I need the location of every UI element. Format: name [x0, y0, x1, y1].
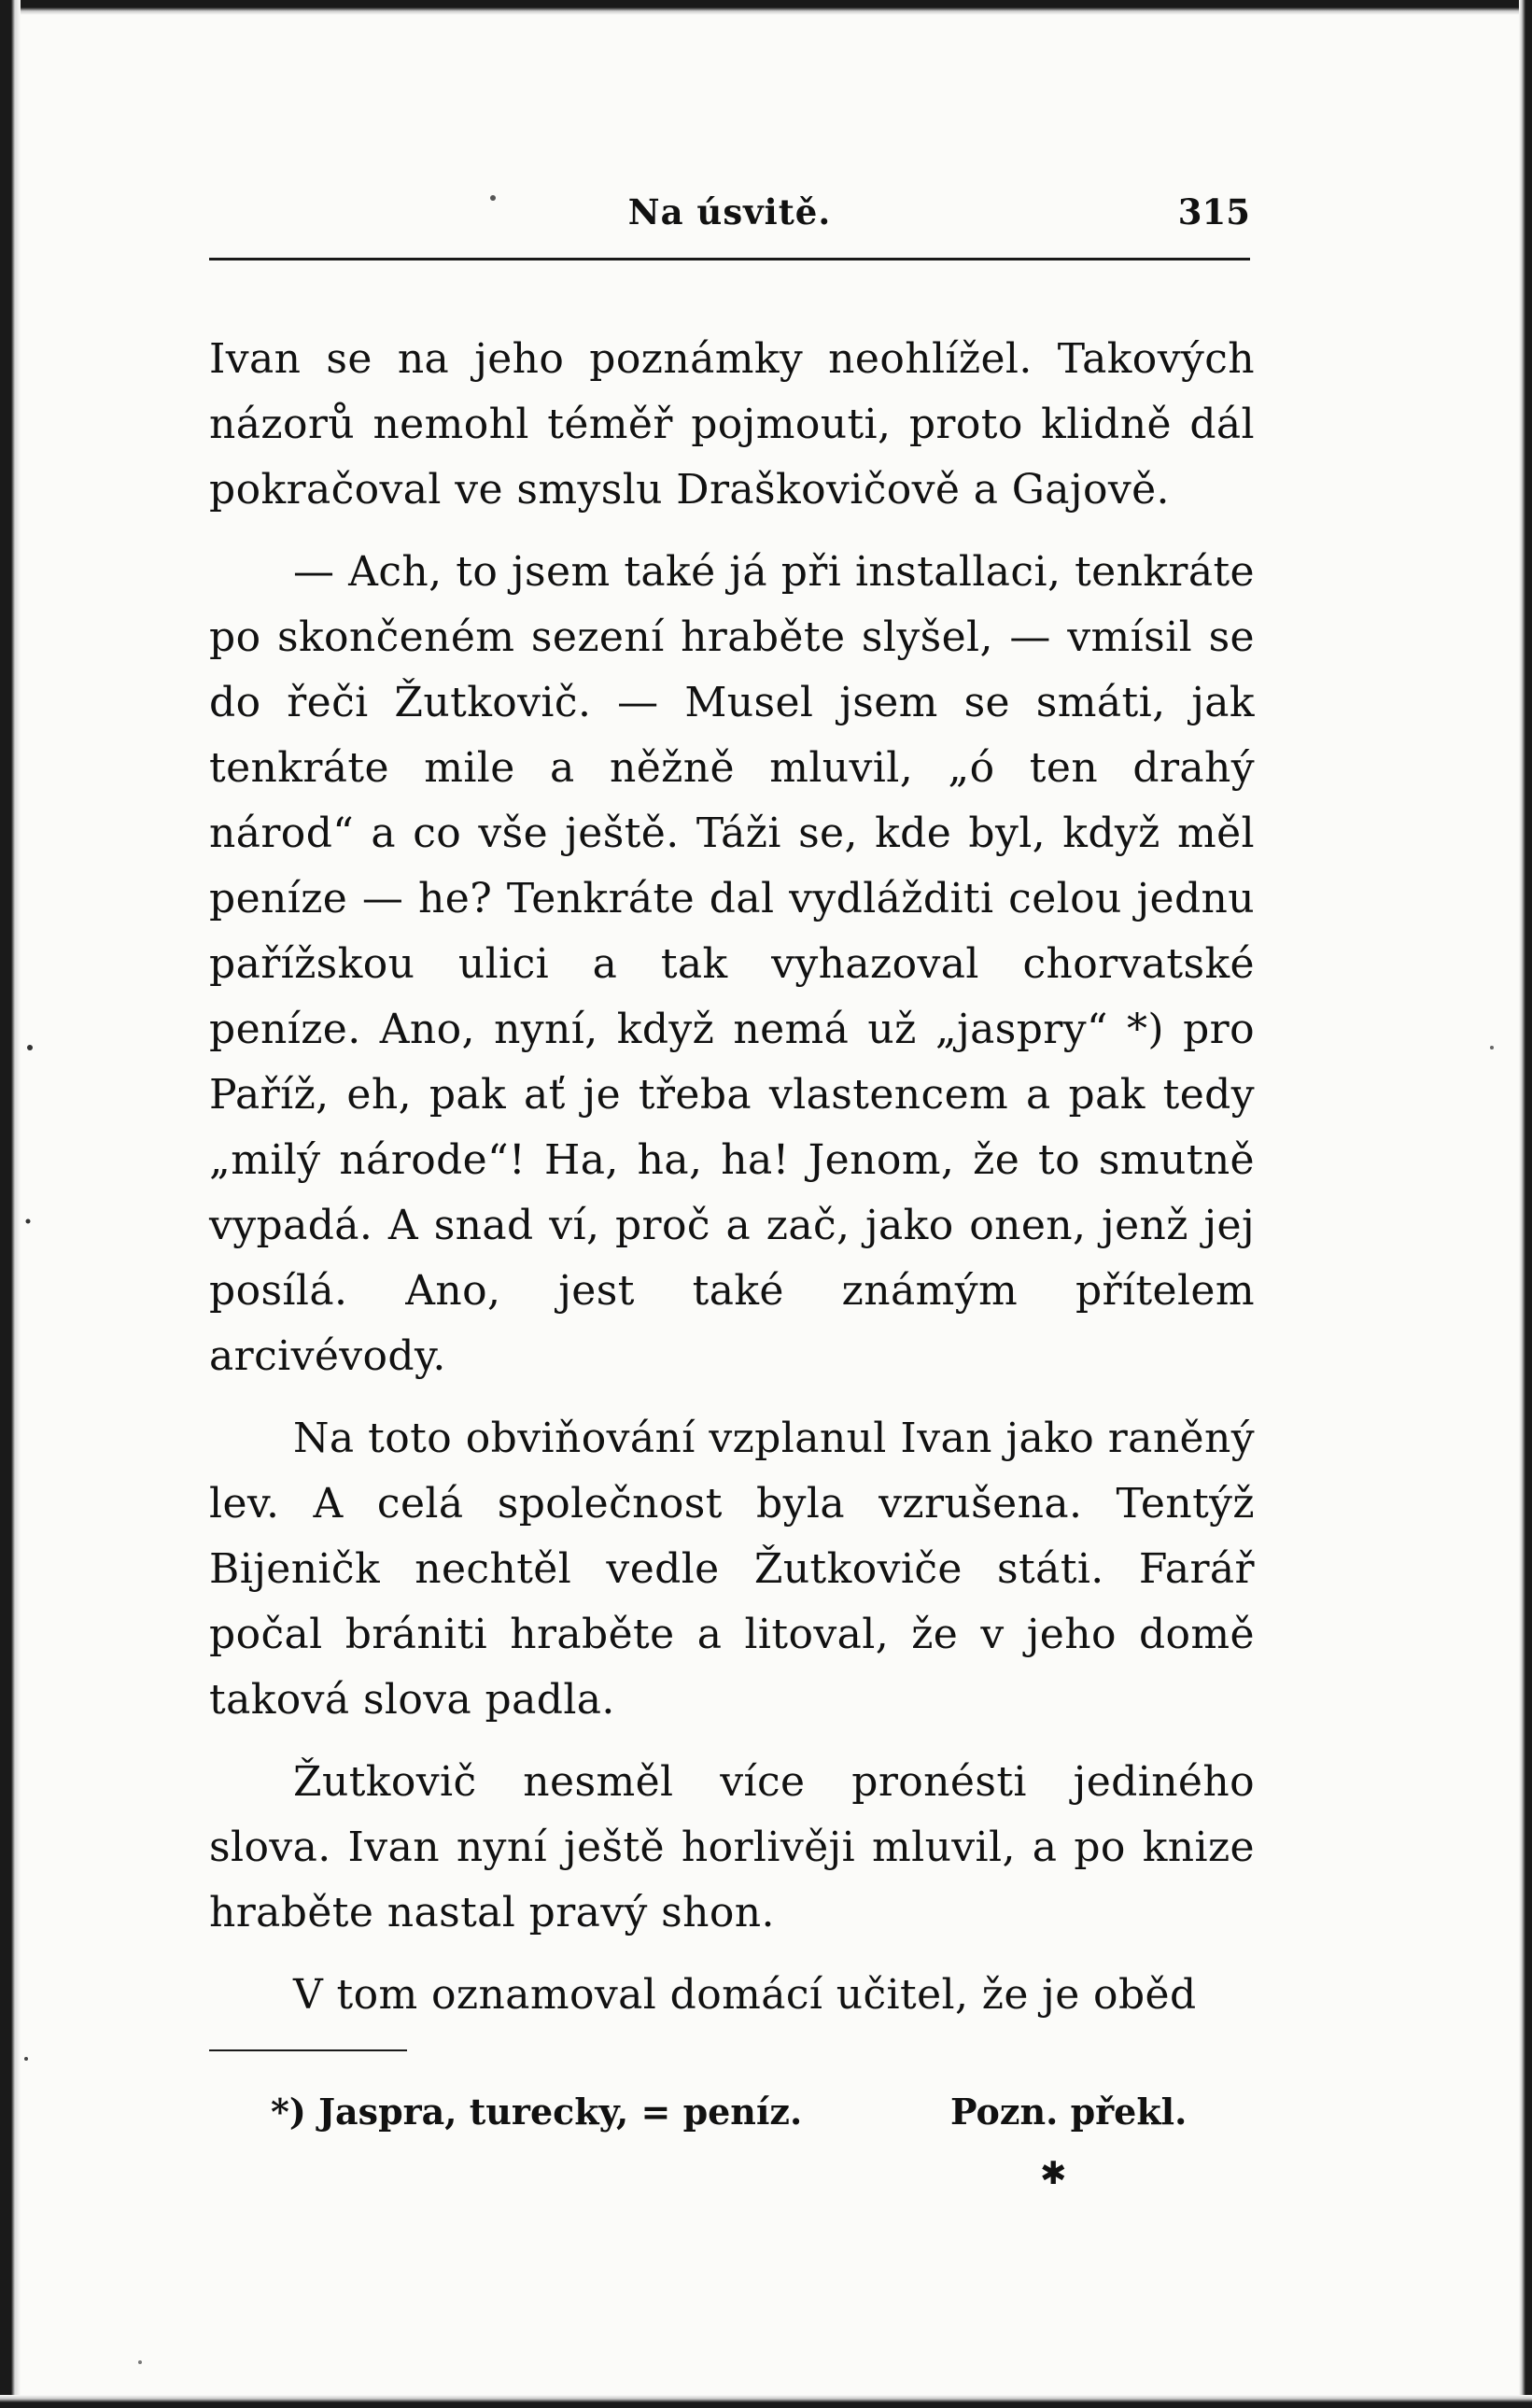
paragraph-1: Ivan se na jeho poznámky neohlížel. Takových názorů nemohl téměř pojmouti, proto klidně dál pokračoval ve smyslu Draškovičově a Gajově.	[209, 335, 1255, 514]
printer-ornament-icon: ✱	[1040, 2155, 1067, 2192]
running-title: Na úsvitě.	[627, 191, 832, 232]
paragraph-2: — Ach, to jsem také já při installaci, tenkráte po skončeném sezení hraběte slyšel, — vmísil se do řeči Žutkovič. — Musel jsem se smáti, jak tenkráte mile a něžně mluvil, „ó ten drahý národ“ a co vše ještě. Táži se, kde byl, když měl peníze — he? Tenkráte dal vydlážditi celou jednu pařížskou ulici a tak vyhazoval chorvatské peníze. Ano, nyní, když nemá už „jaspry“ *) pro Paříž, eh, pak ať je třeba vlastencem a pak tedy „milý národe“! Ha, ha, ha! Jenom, že to smutně vypadá. A snad ví, proč a zač, jako onen, jenž jej posílá. Ano, jest také známým přítelem arcivévody.	[209, 548, 1255, 1380]
footnote-rule	[209, 2049, 407, 2051]
footnote	[271, 2088, 1204, 2136]
footnote-text: *) Jaspra, turecky, = peníz.	[271, 2091, 803, 2133]
page-number: 315	[1177, 191, 1250, 232]
paragraph-5: V tom oznamoval domácí učitel, že je oběd	[293, 1971, 1197, 2019]
header-rule	[209, 258, 1250, 261]
paragraph-4: Žutkovič nesměl více pronésti jediného slova. Ivan nyní ještě horlivěji mluvil, a po knize hraběte nastal pravý shon.	[209, 1758, 1255, 1936]
body-text	[209, 327, 1255, 2028]
paragraph-3: Na toto obviňování vzplanul Ivan jako raněný lev. A celá společnost byla vzrušena. Tentýž Bijeničk nechtěl vedle Žutkoviče státi. Farář počal brániti hraběte a litoval, že v jeho domě taková slova padla.	[209, 1415, 1255, 1724]
footnote-translator-note: Pozn. překl.	[950, 2091, 1188, 2133]
running-head	[209, 191, 1250, 247]
